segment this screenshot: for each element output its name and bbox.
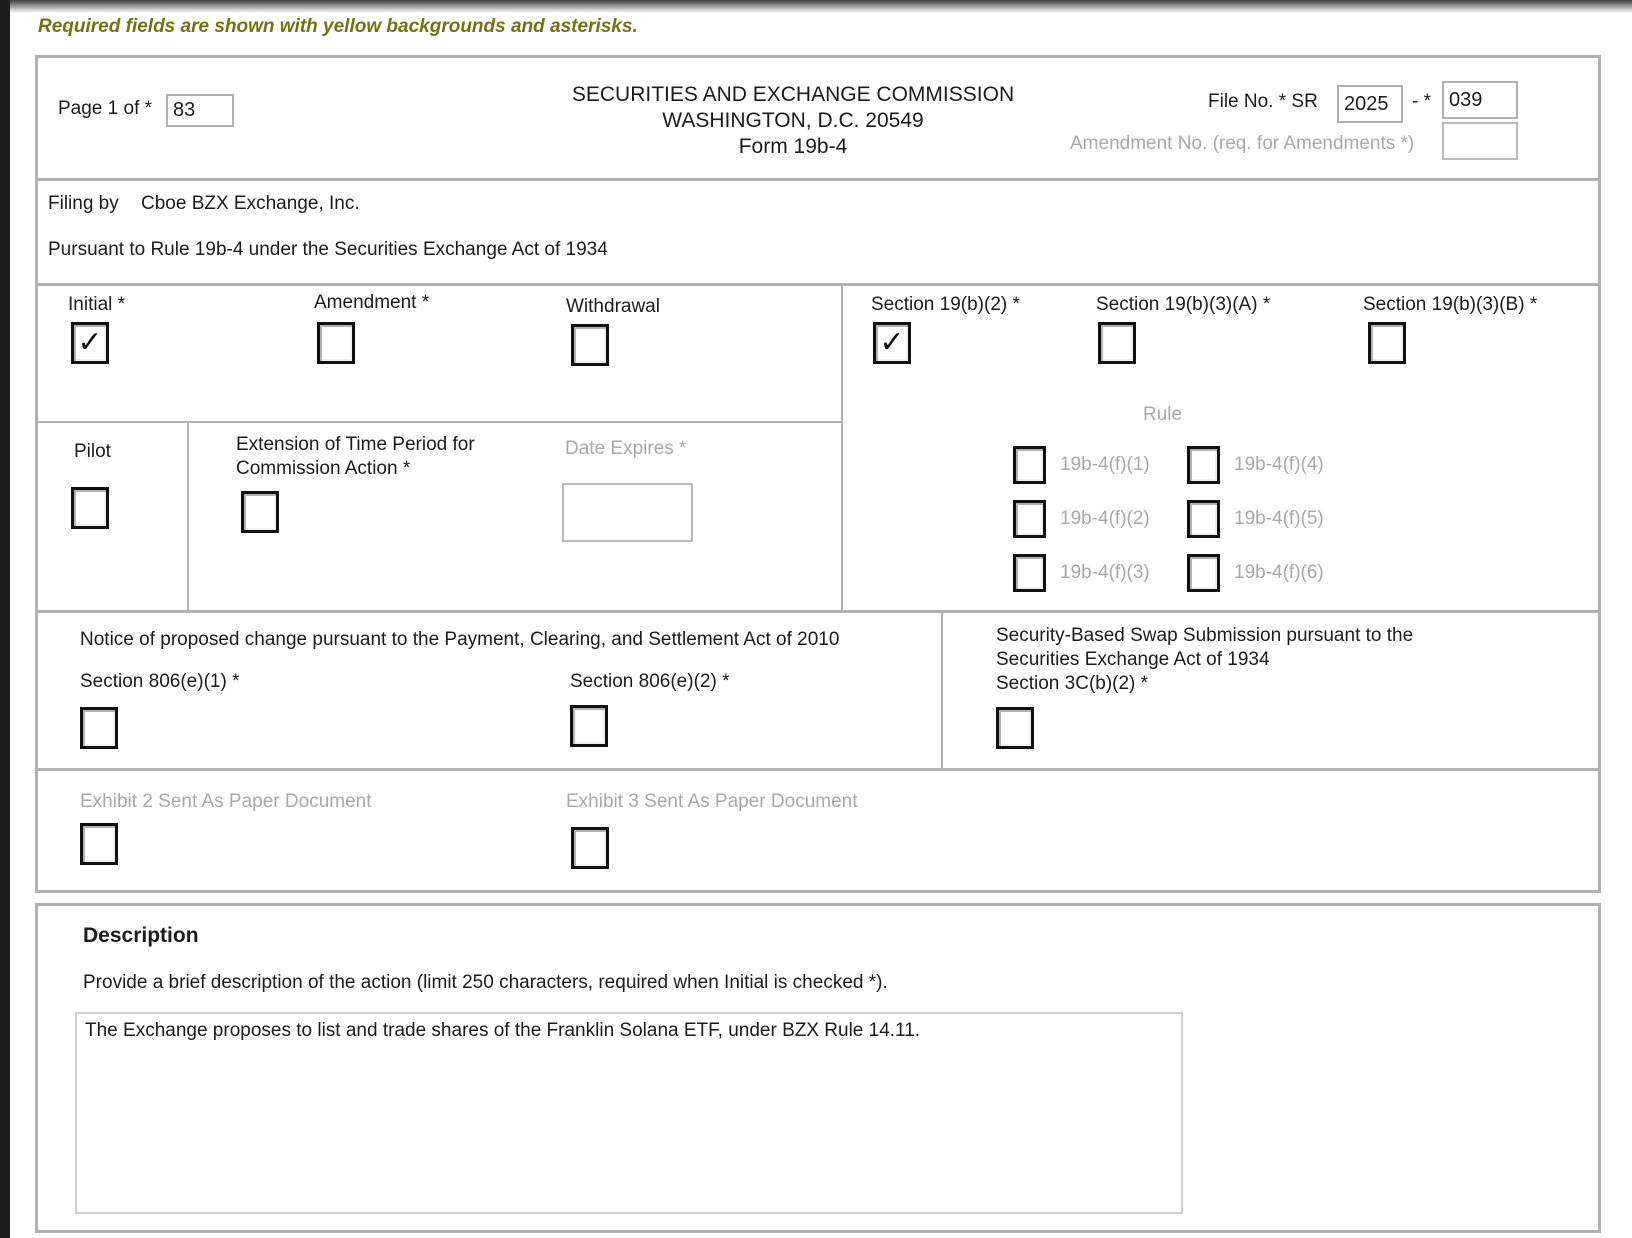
withdrawal-label: Withdrawal	[566, 296, 660, 317]
sbs-title-line2: Securities Exchange Act of 1934	[996, 649, 1270, 670]
notice-sbs-section	[38, 613, 1598, 771]
amendment-no-input[interactable]	[1442, 122, 1518, 160]
rule-label: 19b-4(f)(4)	[1234, 454, 1324, 475]
section-806e1-checkbox[interactable]	[80, 707, 118, 749]
amendment-label: Amendment *	[314, 292, 430, 313]
form-title-line2: WASHINGTON, D.C. 20549	[662, 109, 924, 132]
rule-checkbox-19b-4(f)(5)[interactable]	[1187, 500, 1220, 538]
description-instruction: Provide a brief description of the action (limit 250 characters, required when Initial is checked *).	[83, 972, 888, 993]
type-selection-section	[38, 286, 1598, 613]
section-806e2-label: Section 806(e)(2) *	[570, 671, 730, 692]
form-title-line1: SECURITIES AND EXCHANGE COMMISSION	[571, 83, 1015, 106]
section-19b3a-checkbox[interactable]	[1098, 322, 1136, 364]
exhibit-section	[38, 771, 1598, 890]
section-19b2-checkbox[interactable]: ✓	[873, 322, 911, 364]
form-19b4-main-box	[35, 55, 1601, 893]
file-no-label: File No. * SR	[1208, 91, 1318, 112]
section-806e2-checkbox[interactable]	[570, 705, 608, 747]
form-title-line3: Form 19b-4	[738, 135, 848, 158]
rule-item	[1013, 500, 1150, 538]
filing-by-label: Filing by	[48, 193, 119, 214]
type-left-column	[38, 286, 843, 610]
page-count-input[interactable]	[166, 94, 234, 127]
page-count-label: Page 1 of *	[58, 98, 153, 119]
sbs-section-3cb2-checkbox[interactable]	[996, 707, 1034, 749]
rule-item	[1013, 446, 1150, 484]
section-19b3b-label: Section 19(b)(3)(B) *	[1363, 294, 1538, 315]
extension-label: Extension of Time Period for Commission Action *	[236, 434, 475, 479]
rule-checkbox-19b-4(f)(2)[interactable]	[1013, 500, 1046, 538]
description-heading: Description	[83, 924, 199, 947]
rule-label: 19b-4(f)(3)	[1060, 562, 1150, 583]
description-box	[35, 903, 1601, 1233]
rule-label: 19b-4(f)(6)	[1234, 562, 1324, 583]
required-fields-notice: Required fields are shown with yellow backgrounds and asterisks.	[38, 16, 638, 37]
rule-checkbox-19b-4(f)(4)[interactable]	[1187, 446, 1220, 484]
rule-label: 19b-4(f)(2)	[1060, 508, 1150, 529]
rule-checkbox-19b-4(f)(3)[interactable]	[1013, 554, 1046, 592]
rule-column-2	[1187, 446, 1324, 592]
section-806e1-label: Section 806(e)(1) *	[80, 671, 240, 692]
file-no-separator: - *	[1412, 91, 1431, 112]
left-edge-bar	[0, 0, 10, 1238]
file-no-number-input[interactable]	[1442, 81, 1518, 119]
exhibit2-label: Exhibit 2 Sent As Paper Document	[80, 791, 372, 812]
section-19b2-label: Section 19(b)(2) *	[871, 294, 1020, 315]
security-based-swap-cell	[943, 613, 1598, 768]
rule-item	[1187, 554, 1324, 592]
amendment-no-label: Amendment No. (req. for Amendments *)	[1070, 133, 1415, 154]
description-textarea[interactable]	[75, 1012, 1183, 1214]
rule-item	[1187, 446, 1324, 484]
initial-amendment-withdrawal-row	[38, 286, 841, 423]
rule-label: 19b-4(f)(5)	[1234, 508, 1324, 529]
filing-by-value: Cboe BZX Exchange, Inc.	[141, 193, 360, 214]
withdrawal-checkbox[interactable]	[571, 324, 609, 366]
sbs-title-line1: Security-Based Swap Submission pursuant to the	[996, 625, 1414, 646]
date-expires-input[interactable]	[562, 483, 693, 542]
notice-of-proposed-change-title: Notice of proposed change pursuant to the Payment, Clearing, and Settlement Act of 2010	[80, 629, 840, 650]
rule-column-1	[1013, 446, 1150, 592]
rule-heading: Rule	[1143, 404, 1183, 425]
header-section	[38, 58, 1598, 181]
file-no-year-input[interactable]	[1337, 85, 1403, 123]
top-shadow	[0, 0, 1632, 13]
date-expires-label: Date Expires *	[565, 438, 687, 459]
notice-of-proposed-change-cell	[38, 613, 943, 768]
rule-label: 19b-4(f)(1)	[1060, 454, 1150, 475]
form-title	[433, 82, 1153, 160]
sbs-section-3cb2-label: Section 3C(b)(2) *	[996, 673, 1149, 694]
section-19b3b-checkbox[interactable]	[1368, 322, 1406, 364]
pilot-extension-row	[38, 423, 841, 610]
pilot-checkbox[interactable]	[71, 487, 109, 529]
initial-checkbox[interactable]: ✓	[71, 322, 109, 364]
section-19b-column	[843, 286, 1598, 610]
section-19b3a-label: Section 19(b)(3)(A) *	[1096, 294, 1271, 315]
pilot-label: Pilot	[74, 441, 111, 462]
initial-label: Initial *	[68, 294, 126, 315]
rule-checkbox-19b-4(f)(6)[interactable]	[1187, 554, 1220, 592]
extension-checkbox[interactable]	[241, 491, 279, 533]
amendment-checkbox[interactable]	[317, 322, 355, 364]
rule-checkbox-19b-4(f)(1)[interactable]	[1013, 446, 1046, 484]
exhibit3-label: Exhibit 3 Sent As Paper Document	[566, 791, 858, 812]
exhibit3-checkbox[interactable]	[571, 827, 609, 869]
rule-item	[1187, 500, 1324, 538]
pursuant-rule-text: Pursuant to Rule 19b-4 under the Securities Exchange Act of 1934	[48, 239, 608, 260]
pilot-cell	[38, 423, 189, 610]
exhibit2-checkbox[interactable]	[80, 823, 118, 865]
filing-section	[38, 181, 1598, 286]
rule-item	[1013, 554, 1150, 592]
